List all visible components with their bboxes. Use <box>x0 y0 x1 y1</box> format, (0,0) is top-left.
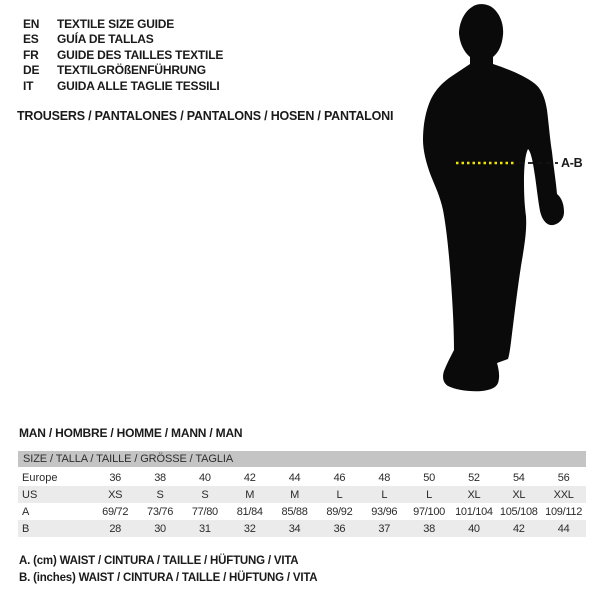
table-cell: 37 <box>378 522 391 535</box>
table-cell: XL <box>512 488 526 501</box>
table-cell: 38 <box>154 471 166 484</box>
table-cell: M <box>245 488 255 501</box>
legend-row-en <box>23 16 223 32</box>
table-cell: S <box>201 488 209 501</box>
legend-row-it <box>23 78 223 94</box>
table-row <box>18 503 586 520</box>
row-label: Europe <box>22 471 58 484</box>
table-cell: 77/80 <box>191 505 218 518</box>
table-cell: 85/88 <box>281 505 308 518</box>
table-cell: 48 <box>378 471 391 484</box>
category-title: TROUSERS / PANTALONES / PANTALONS / HOSEN / PANTALONI <box>17 109 394 123</box>
lang-label-it: GUIDA ALLE TAGLIE TESSILI <box>57 78 220 93</box>
lang-code-it: IT <box>23 78 34 93</box>
table-row <box>18 469 586 486</box>
lang-label-es: GUÍA DE TALLAS <box>57 32 154 47</box>
table-cell: M <box>290 488 299 501</box>
man-silhouette-svg <box>390 0 600 420</box>
row-label: A <box>22 505 30 518</box>
table-cell: 38 <box>423 522 435 535</box>
table-row <box>18 486 586 503</box>
footnote-b-inches: B. (inches) WAIST / CINTURA / TAILLE / HÜFTUNG / VITA <box>19 571 318 584</box>
table-cell: 54 <box>512 471 525 484</box>
legend-row-de <box>23 63 223 79</box>
row-label: US <box>22 488 38 501</box>
table-cell: XL <box>467 488 481 501</box>
table-cell: 81/84 <box>236 505 263 518</box>
table-cell: 56 <box>557 471 570 484</box>
table-cell: XS <box>108 488 123 501</box>
table-cell: 69/72 <box>102 505 129 518</box>
table-cell: 50 <box>423 471 435 484</box>
table-cell: 30 <box>154 522 166 535</box>
waist-measure-label: A-B <box>561 156 583 170</box>
table-cell: 42 <box>512 522 525 535</box>
table-cell: 93/96 <box>371 505 398 518</box>
table-cell: 44 <box>557 522 570 535</box>
table-cell: 97/100 <box>413 505 445 518</box>
table-cell: L <box>336 488 343 501</box>
table-cell: 109/112 <box>545 505 583 518</box>
table-cell: 34 <box>288 522 301 535</box>
table-cell: 101/104 <box>455 505 493 518</box>
table-cell: 44 <box>288 471 301 484</box>
table-cell: 73/76 <box>147 505 174 518</box>
lang-code-fr: FR <box>23 47 39 62</box>
man-silhouette-figure <box>390 0 600 420</box>
lang-label-en: TEXTILE SIZE GUIDE <box>57 16 175 31</box>
lang-code-es: ES <box>23 32 39 47</box>
row-label: B <box>22 522 30 535</box>
table-cell: 46 <box>333 471 346 484</box>
table-cell: S <box>156 488 164 501</box>
size-table-header: SIZE / TALLA / TAILLE / GRÖSSE / TAGLIA <box>18 451 586 467</box>
lang-code-de: DE <box>23 63 40 78</box>
table-cell: 42 <box>243 471 256 484</box>
table-cell: 36 <box>333 522 346 535</box>
language-legend <box>23 16 223 94</box>
table-cell: 31 <box>199 522 211 535</box>
section-title-man: MAN / HOMBRE / HOMME / MANN / MAN <box>19 426 243 440</box>
footnote-a-cm: A. (cm) WAIST / CINTURA / TAILLE / HÜFTUNG / VITA <box>19 555 299 567</box>
footnotes <box>19 553 317 586</box>
legend-row-fr <box>23 47 223 63</box>
table-cell: 40 <box>468 522 480 535</box>
table-cell: 105/108 <box>499 505 538 518</box>
lang-label-fr: GUIDE DES TAILLES TEXTILE <box>57 47 224 62</box>
table-cell: XXL <box>553 488 574 501</box>
table-cell: L <box>381 488 388 501</box>
table-cell: 89/92 <box>326 505 353 518</box>
legend-row-es <box>23 32 223 48</box>
table-row <box>18 520 586 537</box>
size-table <box>18 451 586 537</box>
table-cell: 40 <box>199 471 211 484</box>
silhouette-path <box>423 4 564 391</box>
table-cell: 28 <box>109 522 121 535</box>
size-table-body <box>18 469 586 537</box>
table-cell: 32 <box>243 522 256 535</box>
lang-label-de: TEXTILGRÖßENFÜHRUNG <box>57 63 206 78</box>
table-cell: 36 <box>109 471 121 484</box>
table-cell: 52 <box>468 471 480 484</box>
lang-code-en: EN <box>23 16 40 31</box>
table-cell: L <box>426 488 432 501</box>
